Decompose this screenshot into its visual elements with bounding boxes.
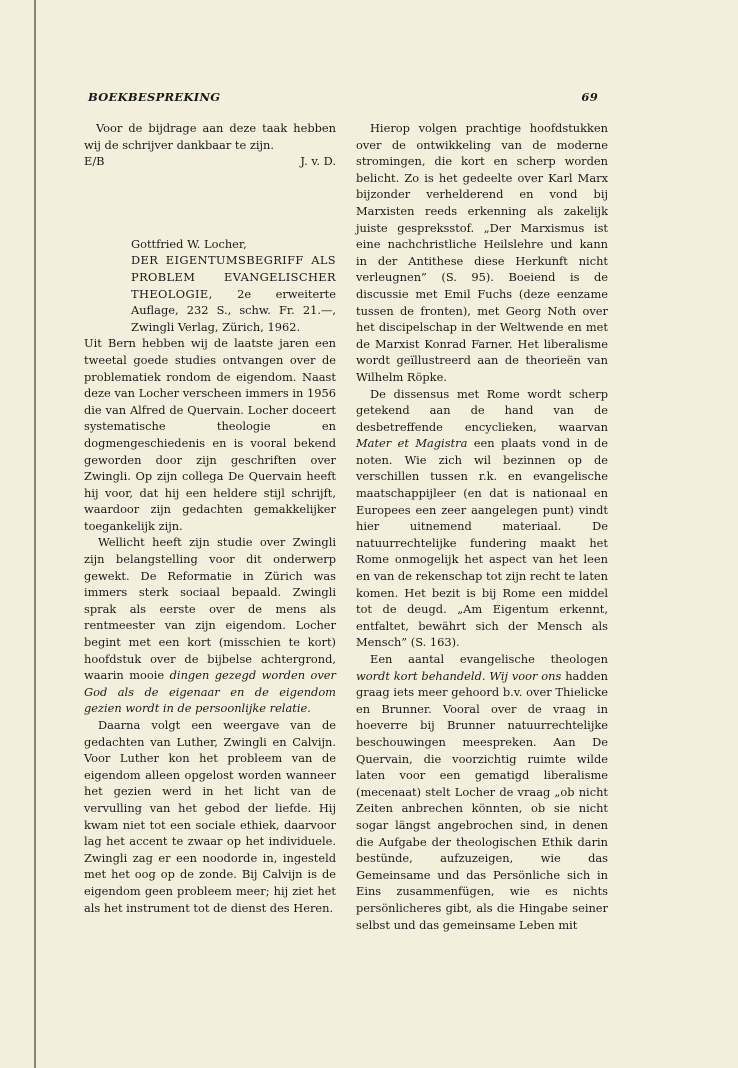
- signature-initials: E/B: [84, 154, 105, 169]
- book-title: DER EIGENTUMSBEGRIFF ALS PROBLEM EVANGELISCHER THEOLOGIE,: [131, 253, 336, 301]
- binding-edge: [34, 0, 36, 1068]
- paragraph: Hierop volgen prachtige hoofdstukken over de ontwikkeling van de moderne stromingen, die kort en scherp worden belicht. Zo is het gedeelte over Karl Marx bijzonder verhelderend en vond bij Marxisten reeds erkenning als zakelijk juiste gespreksstof. „Der Marxismus ist eine nachchristliche Heilslehre und kann in der Antithese diese Herkunft nicht verleugnen” (S. 95). Boeiend is de discussie met Emil Fuchs (deze eenzame tussen de fronten), met Georg Noth over het discipelschap in der Weltwende en met de Marxist Konrad Farner. Het liberalisme wordt geïllustreerd aan de theorieën van Wilhelm Röpke.: [356, 121, 608, 384]
- section-title: BOEKBESPREKING: [88, 90, 221, 104]
- italic-text: Mater et Magistra: [356, 436, 468, 451]
- page-number: 69: [581, 90, 598, 104]
- paragraph-text: De dissensus met Rome wordt scherp getekend aan de hand van de desbetreffende encyclieken, waarvan: [356, 386, 608, 434]
- paragraph-text: Wellicht heeft zijn studie over Zwingli zijn belangstelling voor dit onderwerp gewekt. De Reformatie in Zürich was immers sterk sociaal bepaald. Zwingli sprak als eerste over de mens als rentmeester van zijn eigendom. Locher begint met een kort (misschien te kort) hoofdstuk over de bijbelse achtergrond, waarin mooie: [84, 535, 336, 683]
- paragraph-text: een plaats vond in de noten. Wie zich wil bezinnen op de verschillen tussen r.k. en evangelische maatschappijleer (en dat is nationaal en Europees een zeer aangelegen punt) vindt hier uitnemend materiaal. De natuurrechtelijke fundering maakt het Rome onmogelijk het aspect van het leen en van de rekenschap tot zijn recht te laten komen. Het bezit is bij Rome een middel tot de deugd. „Am Eigentum erkennt, entfaltet, bewährt sich der Mensch als Mensch” (S. 163).: [356, 436, 609, 650]
- book-reference: [131, 236, 336, 336]
- paragraph: [84, 534, 336, 717]
- reviewer-initials: J. v. D.: [300, 154, 336, 169]
- paragraph-text: Een aantal evangelische theologen: [370, 652, 608, 666]
- paragraph: [356, 651, 608, 933]
- signature-line: [84, 153, 336, 170]
- italic-text: dingen gezegd worden over God als de eigenaar en de eigendom gezien wordt in de persoonlijke relatie.: [84, 668, 336, 716]
- book-details: 2e erweiterte Auflage, 232 S., schw. Fr. 21.—, Zwingli Verlag, Zürich, 1962.: [131, 286, 337, 334]
- book-title-and-details: [131, 252, 336, 335]
- right-column: [356, 120, 608, 933]
- paragraph-text: hadden graag iets meer gehoord b.v. over Thielicke en Brunner. Vooral over de vraag in hoeverre bij Brunner natuurrechtelijke beschouwingen meespreken. Aan De Quervain, die voorzichtig ruimte wilde laten voor een gematigd liberalisme (mecenaat) stelt Locher de vraag „ob nicht Zeiten anbrechen könnten, ob sie nicht sogar längst angebrochen sind, in denen die Aufgabe der theologischen Ethik darin bestünde, aufzuzeigen, wie das Gemeinsame und das Persönliche sich in Eins zusammenfügen, wie es nichts persönlicheres gibt, als die Hingabe seiner selbst und das gemeinsame Leben mit: [356, 668, 608, 932]
- book-author: Gottfried W. Locher,: [131, 236, 247, 251]
- paragraph: Uit Bern hebben wij de laatste jaren een tweetal goede studies ontvangen over de problematiek rondom de eigendom. Naast deze van Locher verscheen immers in 1956 die van Alfred de Quervain. Locher doceert systematische theologie en dogmengeschiedenis en is vooral bekend geworden door zijn geschriften over Zwingli. Op zijn collega De Quervain heeft hij voor, dat hij een heldere stijl schrijft, waardoor zijn gedachten gemakkelijker toegankelijk zijn.: [84, 336, 336, 533]
- paragraph: [356, 386, 608, 652]
- left-column: [84, 120, 336, 916]
- paragraph: Daarna volgt een weergave van de gedachten van Luther, Zwingli en Calvijn. Voor Luther kon het probleem van de eigendom alleen opgelost worden wanneer het gezien werd in het licht van de vervulling van het gebod der liefde. Hij kwam niet tot een sociale ethiek, daarvoor lag het accent te zwaar op het individuele. Zwingli zag er een noodorde in, ingesteld met het oog op de zonde. Bij Calvijn is de eigendom geen probleem meer; hij ziet het als het instrument tot de dienst des Heren.: [84, 718, 336, 915]
- intro-paragraph: Voor de bijdrage aan deze taak hebben wij de schrijver dankbaar te zijn.: [84, 121, 336, 152]
- italic-text: wordt kort behandeld. Wij voor ons: [356, 668, 562, 683]
